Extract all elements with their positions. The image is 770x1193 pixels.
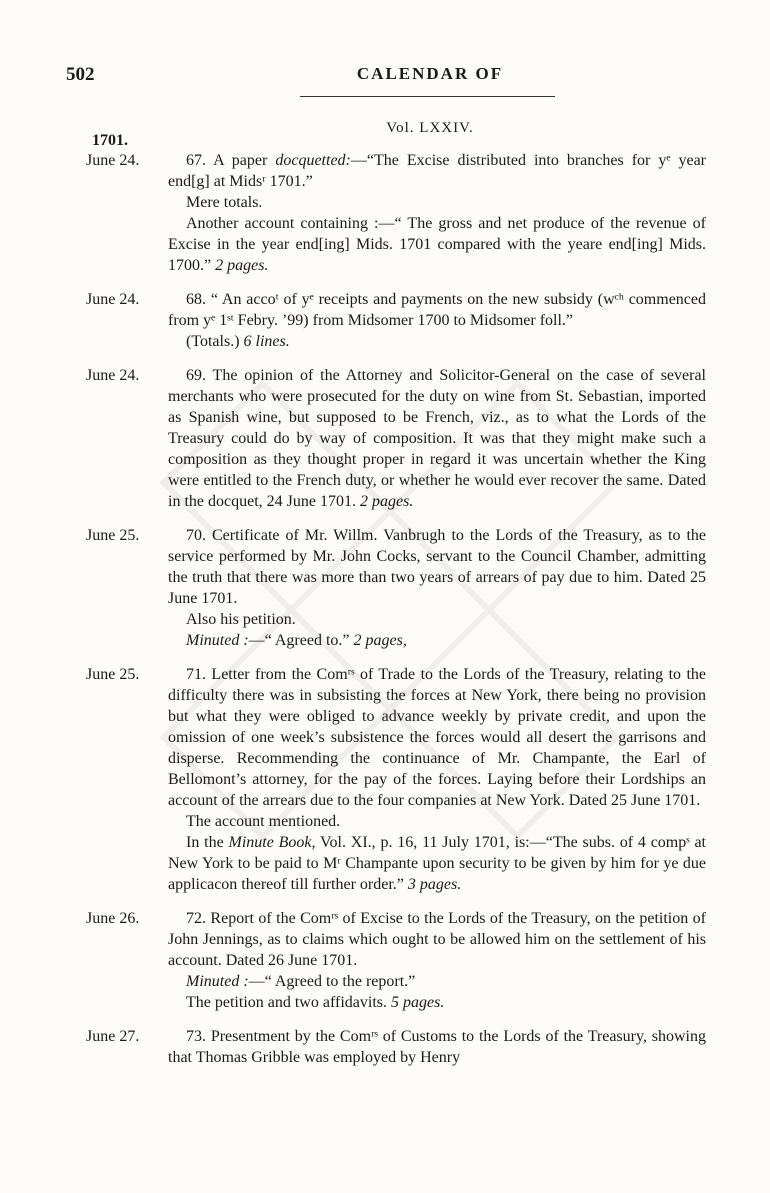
entry-67 (0, 150, 770, 276)
entry-date: June 24. (86, 152, 140, 169)
page-count: 2 pages. (359, 493, 414, 510)
entry-date: June 25. (86, 666, 140, 683)
volume-heading: Vol. LXXIV. (386, 120, 474, 136)
entry-note: In the Minute Book, Vol. XI., p. 16, 11 July 1701, is:—“The subs. of 4 compˢ at New York to be paid to Mʳ Champante upon security to be given by him for ye due applicacon thereof till further order.” 3 pages. (168, 834, 707, 893)
entry-text: 71. Letter from the Comʳˢ of Trade to the Lords of the Treasury, relating to the difficulty there was in subsisting the forces at New York, there being no provision but what they were obliged to advance weekly by private credit, and upon the omission of one week’s subsistence the forces would all desert the garrisons and disperse. Recommending the continuance of Mr. Champante, the Earl of Bellomont’s attorney, for the pay of the forces. Laying before their Lordships an account of the arrears due to the four companies at New York. Dated 25 June 1701. (168, 666, 706, 809)
entry-note: Another account containing :—“ The gross and net produce of the revenue of Excise in the year end[ing] Mids. 1701 compared with the yeare end[ing] Mids. 1700.” 2 pages. (168, 215, 706, 274)
page-number: 502 (66, 64, 95, 85)
entry-body (168, 664, 706, 895)
entry-note: Mere totals. (186, 194, 263, 211)
entry-71 (0, 664, 770, 895)
entry-date: June 24. (86, 367, 140, 384)
entry-note: (Totals.) 6 lines. (186, 333, 290, 350)
entry-date: June 25. (86, 527, 140, 544)
entry-70 (0, 525, 770, 651)
entry-note: Also his petition. (186, 611, 296, 628)
header-rule (300, 96, 555, 97)
entry-body (168, 908, 706, 1013)
entry-body (168, 150, 706, 276)
entry-73 (0, 1026, 770, 1068)
entry-text: 68. “ An accoᵗ of yᵉ receipts and payments on the new subsidy (wᶜʰ commenced from yᵉ 1ˢᵗ Febry. ’99) from Midsomer 1700 to Midsomer foll.” (168, 291, 706, 329)
entry-body (168, 289, 706, 352)
entry-minuted: Minuted :—“ Agreed to.” 2 pages, (186, 632, 407, 649)
page-count: 5 pages. (391, 994, 445, 1011)
entry-72 (0, 908, 770, 1013)
entry-note: The petition and two affidavits. 5 pages. (186, 994, 445, 1011)
entry-text: 70. Certificate of Mr. Willm. Vanbrugh to the Lords of the Treasury, as to the service performed by Mr. John Cocks, servant to the Council Chamber, admitting the truth that there was more than two years of arrears of pay due to him. Dated 25 June 1701. (168, 527, 706, 607)
entry-minuted: Minuted :—“ Agreed to the report.” (186, 973, 416, 990)
entry-text: 73. Presentment by the Comʳˢ of Customs to the Lords of the Treasury, showing that Thomas Gribble was employed by Henry (168, 1028, 706, 1066)
entry-body (168, 525, 706, 651)
entry-date: June 26. (86, 910, 140, 927)
entries-list (0, 150, 770, 1081)
page-count: 2 pages, (353, 632, 407, 649)
entry-68 (0, 289, 770, 352)
entry-date: June 27. (86, 1028, 140, 1045)
page-count: 3 pages. (407, 876, 462, 893)
page-header (0, 64, 770, 88)
entry-text: 72. Report of the Comʳˢ of Excise to the Lords of the Treasury, on the petition of John Jennings, as to claims which ought to be allowed him on the settlement of his account. Dated 26 June 1701. (168, 910, 706, 969)
entry-69 (0, 365, 770, 512)
entry-text: 69. The opinion of the Attorney and Solicitor-General on the case of several merchants who were prosecuted for the duty on wine from St. Sebastian, imported as Spanish wine, but supposed to be French, viz., as to what the Lords of the Treasury could do by way of composition. It was that they might make such a composition as they thought proper in regard it was uncertain whether the King were entitled to the French duty, or whether he would ever recover the same. Dated in the docquet, 24 June 1701. 2 pages. (168, 367, 706, 510)
entry-date: June 24. (86, 291, 140, 308)
entry-body (168, 1026, 706, 1068)
entry-body (168, 365, 706, 512)
entry-note: The account mentioned. (186, 813, 341, 830)
running-title: CALENDAR OF (356, 64, 504, 83)
entry-text: 67. A paper docquetted:—“The Excise distributed into branches for yᵉ year end[g] at Midsʳ 1701.” (168, 152, 706, 190)
year-label: 1701. (92, 132, 128, 149)
page-count: 2 pages. (215, 257, 269, 274)
page-count: 6 lines. (243, 333, 290, 350)
